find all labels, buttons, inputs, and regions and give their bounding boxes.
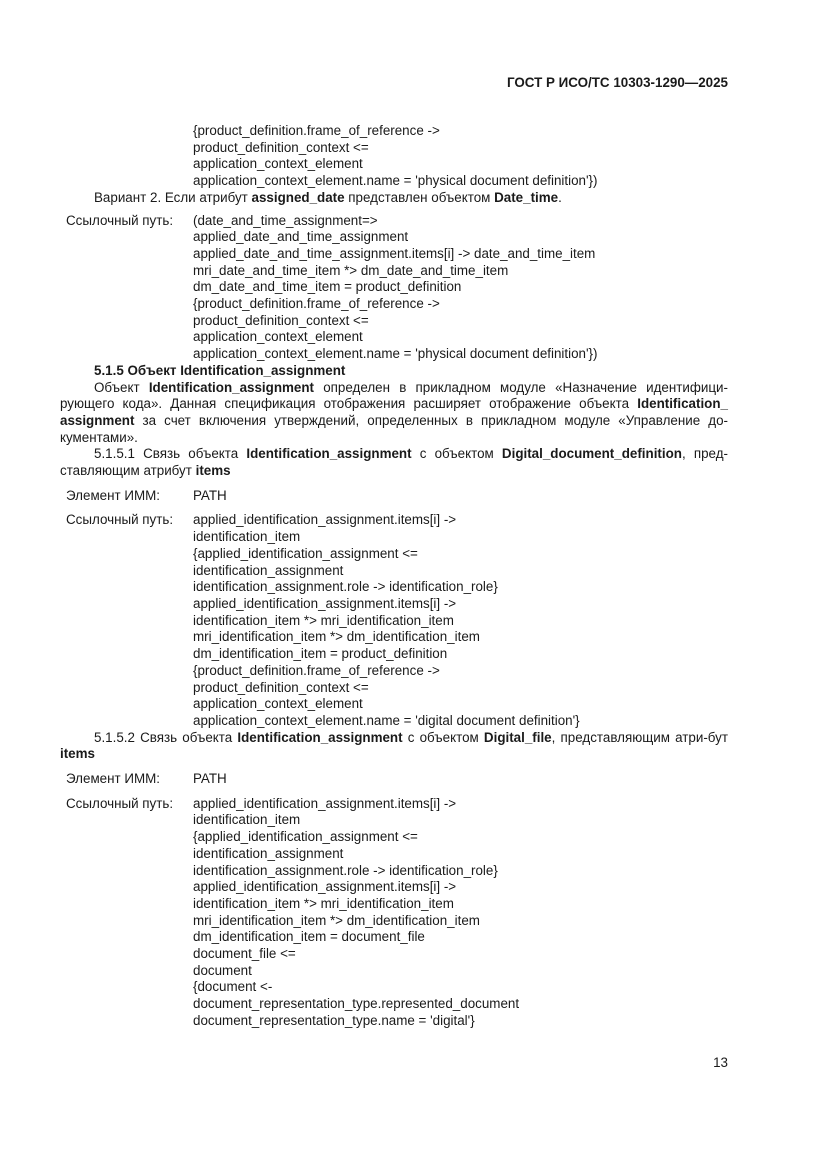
path-line: dm_date_and_time_item = product_definition	[193, 279, 462, 295]
path-line: {product_definition.frame_of_reference ->	[193, 662, 440, 678]
path-line: identification_item *> mri_identification_item	[193, 612, 454, 628]
path-line: identification_assignment	[193, 845, 344, 861]
reference-path-value	[193, 796, 728, 1030]
path-line: {applied_identification_assignment <=	[193, 545, 418, 561]
path-line: identification_assignment.role -> identification_role}	[193, 862, 498, 878]
path-line: product_definition_context <=	[193, 312, 369, 328]
section-heading-5-1-5: 5.1.5 Объект Identification_assignment	[94, 362, 346, 378]
imm-element-label: Элемент ИММ:	[66, 771, 160, 787]
reference-path-row	[60, 512, 728, 729]
document-header: ГОСТ Р ИСО/ТС 10303-1290—2025	[506, 75, 728, 90]
path-line: document	[193, 962, 252, 978]
path-line: applied_identification_assignment.items[i] ->	[193, 879, 457, 895]
path-line: mri_date_and_time_item *> dm_date_and_time_item	[193, 262, 509, 278]
path-line: applied_date_and_time_assignment	[193, 229, 409, 245]
reference-path-label: Ссылочный путь:	[66, 212, 174, 228]
reference-path-value	[193, 213, 728, 363]
path-line: {product_definition.frame_of_reference ->	[193, 296, 440, 312]
path-line: identification_item	[193, 529, 301, 545]
path-line: identification_item *> mri_identification_item	[193, 895, 454, 911]
path-line: {document <-	[193, 979, 273, 995]
path-line: application_context_element	[193, 329, 363, 345]
path-line: applied_identification_assignment.items[i] ->	[193, 595, 457, 611]
reference-path-label: Ссылочный путь:	[66, 795, 174, 811]
path-line: product_definition_context <=	[193, 139, 369, 155]
path-line: identification_item	[193, 812, 301, 828]
path-line: dm_identification_item = product_definition	[193, 646, 448, 662]
path-line: application_context_element.name = 'physical document definition'})	[193, 173, 598, 189]
reference-path-row	[60, 213, 728, 363]
page-content	[60, 123, 728, 1030]
path-line: document_file <=	[193, 946, 296, 962]
path-line: mri_identification_item *> dm_identification_item	[193, 912, 480, 928]
path-line: applied_identification_assignment.items[i] ->	[193, 512, 457, 528]
imm-element-label: Элемент ИММ:	[66, 487, 160, 503]
path-line: identification_assignment	[193, 562, 344, 578]
imm-element-row	[60, 488, 728, 505]
path-line: (date_and_time_assignment=>	[193, 212, 378, 228]
path-line: application_context_element	[193, 696, 363, 712]
top-path-block	[60, 123, 728, 190]
reference-path-label: Ссылочный путь:	[66, 512, 174, 528]
path-line: product_definition_context <=	[193, 679, 369, 695]
section-5-1-5-1-paragraph: 5.1.5.1 Связь объекта Identification_assignment с объектом Digital_document_definition, пред-ставляющим атрибут items	[60, 446, 728, 479]
reference-path-value	[193, 512, 728, 729]
path-line: identification_assignment.role -> identification_role}	[193, 579, 498, 595]
path-line: mri_identification_item *> dm_identification_item	[193, 629, 480, 645]
path-line: document_representation_type.represented_document	[193, 996, 520, 1012]
path-line: application_context_element	[193, 156, 363, 172]
variant-2-paragraph: Вариант 2. Если атрибут assigned_date представлен объектом Date_time.	[94, 189, 562, 205]
path-line: applied_date_and_time_assignment.items[i] -> date_and_time_item	[193, 245, 596, 261]
section-5-1-5-2-paragraph: 5.1.5.2 Связь объекта Identification_assignment с объектом Digital_file, представляющим атри-бут items	[60, 729, 728, 762]
path-line: application_context_element.name = 'digital document definition'}	[193, 712, 580, 728]
path-line: applied_identification_assignment.items[i] ->	[193, 795, 457, 811]
imm-element-row	[60, 771, 728, 788]
path-line: dm_identification_item = document_file	[193, 929, 425, 945]
imm-element-value: PATH	[193, 487, 227, 503]
path-line: {product_definition.frame_of_reference ->	[193, 123, 440, 138]
section-5-1-5-paragraph: Объект Identification_assignment определен в прикладном модуле «Назначение идентифици-рующего кода». Данная спецификация отображения расширяет отображение объекта Identification_ assignment за счет включения утверждений, определенных в прикладном модуле «Управление до-кументами».	[60, 379, 728, 445]
imm-element-value: PATH	[193, 771, 227, 787]
reference-path-row	[60, 796, 728, 1030]
path-line: application_context_element.name = 'physical document definition'})	[193, 346, 598, 362]
path-line: {applied_identification_assignment <=	[193, 829, 418, 845]
path-line: document_representation_type.name = 'digital'}	[193, 1012, 475, 1028]
page-number: 13	[713, 1055, 728, 1070]
